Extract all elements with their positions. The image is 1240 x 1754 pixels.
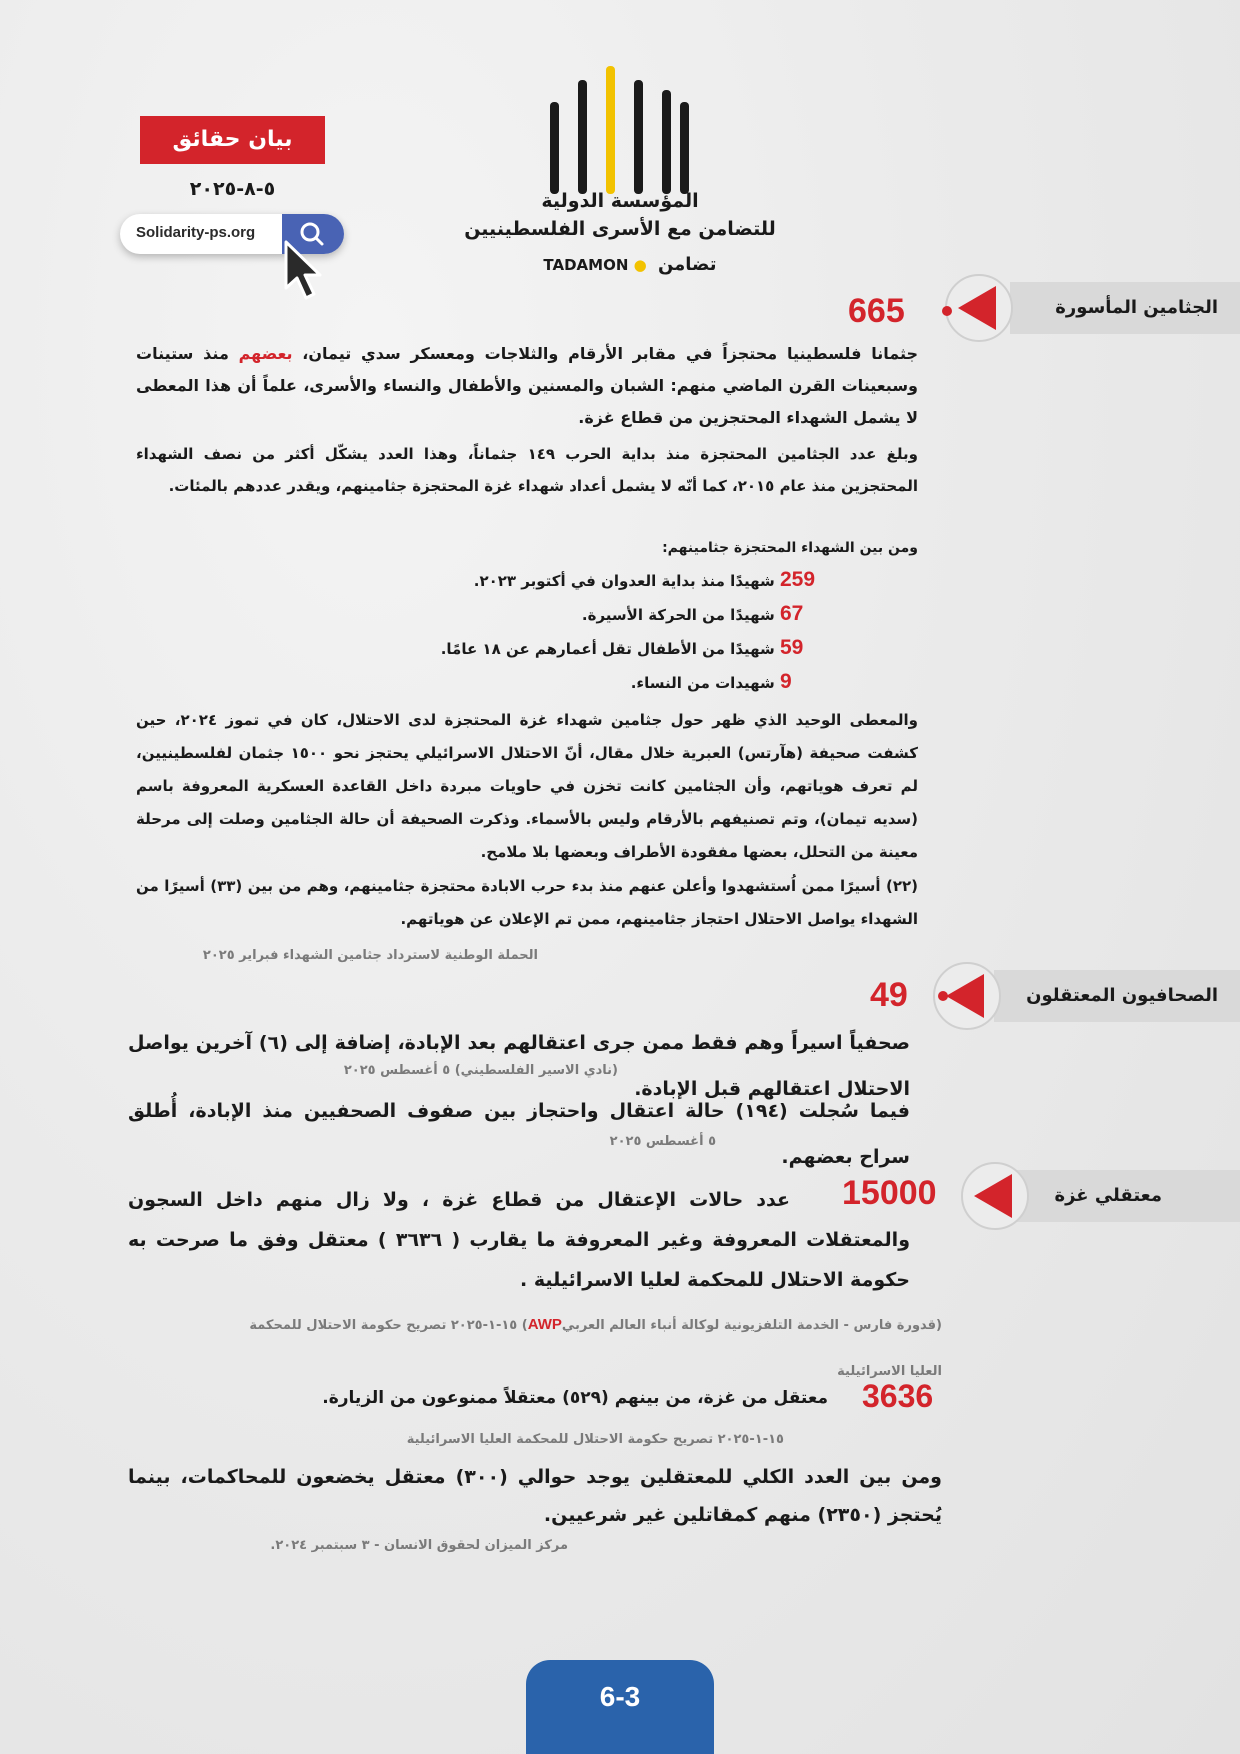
list-item xyxy=(474,568,838,592)
bodies-paragraph-2: وبلغ عدد الجثامين المحتجزة منذ بداية الحرب ١٤٩ جثماناً، وهذا العدد يشكّل أكثر من نصف الشهداء المحتجزين منذ عام ٢٠١٥، كما أنّه لا يشمل أعداد شهداء غزة المحتجزة جثامينهم، ويقدر عددهم بالمئات. xyxy=(136,445,918,495)
bullet-dot-icon xyxy=(942,306,952,316)
list-item xyxy=(441,636,838,660)
source-note: ٥ أغسطس ٢٠٢٥ xyxy=(609,1134,716,1149)
brand-dot-icon: ● xyxy=(633,256,647,274)
p1-text: جثمانا فلسطينيا محتجزاً في مقابر الأرقام والثلاجات ومعسكر سدي تيمان، xyxy=(292,344,919,363)
source-note xyxy=(128,1302,942,1395)
bodies-paragraph-3: والمعطى الوحيد الذي ظهر حول جثامين شهداء غزة المحتجزة لدى الاحتلال، كان في تموز ٢٠٢٤، حين كشفت صحيفة (هآرتس) العبرية خلال مقال، أنّ الاحتلال الاسرائيلي يحتجز نحو ١٥٠٠ جثمان لفلسطينيين، لم تعرف هوياتهم، وأن الجثامين كانت تخزن في حاويات مبردة داخل القاعدة العسكرية المعروفة باسم (سديه تيمان)، وتم تصنيفهم بالأرقام وليس بالأسماء. وذكرت الصحيفة أن حالة الجثامين وصلت إلى مرحلة معينة من التحلل، بعضها مفقودة الأطراف وبعضها بلا ملامح. xyxy=(136,711,918,861)
list-item-number: 9 xyxy=(780,670,792,693)
fact-sheet-badge: بيان حقائق xyxy=(140,116,325,164)
source-awp: AWP xyxy=(527,1316,562,1333)
org-name-line1: المؤسسة الدولية xyxy=(541,190,699,212)
mouse-cursor-icon xyxy=(282,240,326,302)
detainees-remaining-count: 3636 xyxy=(862,1378,934,1414)
gaza-detainees-count: 15000 xyxy=(842,1174,937,1212)
journalists-paragraph-2: فيما سُجلت (١٩٤) حالة اعتقال واحتجاز بين صفوف الصحفيين منذ الإبادة، أُطلق سراح بعضهم. xyxy=(128,1100,910,1168)
section-tab-label: معتقلي غزة xyxy=(1054,1185,1162,1206)
bodies-paragraph-1 xyxy=(136,338,918,434)
section-tab-gaza-detainees xyxy=(1000,1170,1240,1222)
source-text-line2: العليا الاسرائيلية xyxy=(837,1364,942,1379)
journalists-paragraph-1: صحفياً اسيراً وهم فقط ممن جرى اعتقالهم بعد الإبادة، إضافة إلى (٦) آخرين يواصل الاحتلال اعتقالهم قبل الإبادة. xyxy=(128,1032,910,1100)
brand xyxy=(540,254,720,275)
tab-arrow-icon xyxy=(944,273,1014,343)
section-tab-label: الصحافيون المعتقلون xyxy=(1026,985,1218,1006)
section-tab-label: الجثامين المأسورة xyxy=(1055,297,1218,318)
website-url[interactable]: Solidarity-ps.org xyxy=(136,224,256,241)
brand-en: TADAMON xyxy=(543,256,629,274)
source-text: (قدورة فارس - الخدمة التلفزيونية لوكالة أنباء العالم العربي xyxy=(561,1318,942,1333)
list-item-number: 259 xyxy=(780,568,816,591)
bullet-dot-icon xyxy=(938,991,948,1001)
page-number: 6-3 xyxy=(526,1660,714,1754)
source-note: مركز الميزان لحقوق الانسان - ٣ سبتمبر ٢٠٢٤. xyxy=(270,1538,568,1553)
org-name-line2: للتضامن مع الأسرى الفلسطينيين xyxy=(464,218,776,240)
source-note: (نادي الاسير الفلسطيني) ٥ أغسطس ٢٠٢٥ xyxy=(343,1063,618,1078)
list-item-number: 59 xyxy=(780,636,804,659)
list-item-text: شهيدًا من الأطفال تقل أعمارهم عن ١٨ عامًا. xyxy=(440,640,775,658)
date-label: ٥-٨-٢٠٢٥ xyxy=(189,178,276,200)
section-tab-journalists xyxy=(994,970,1240,1022)
source-text-end: ) ١٥-١-٢٠٢٥ تصريح حكومة الاحتلال للمحكمة xyxy=(249,1318,528,1333)
bodies-paragraph-4: (٢٢) أسيرًا ممن اُستشهدوا وأعلن عنهم منذ بدء حرب الابادة محتجزة جثامينهم، وهم من بين (٣٣) أسيرًا من الشهداء يواصل الاحتلال احتجاز جثامينهم، ممن تم الإعلان عن هوياتهم. xyxy=(136,877,918,928)
p1-highlight: بعضهم xyxy=(238,344,293,363)
tab-arrow-icon xyxy=(960,1161,1030,1231)
gaza-paragraph-1 xyxy=(128,1180,910,1300)
list-item-text: شهيدًا من الحركة الأسيرة. xyxy=(581,606,775,624)
journalists-count: 49 xyxy=(870,976,908,1014)
gaza-p1-text: عدد حالات الإعتقال من قطاع غزة ، ولا زال منهم داخل السجون والمعتقلات المعروفة وغير المعروفة ما يقارب ( ٣٦٣٦ ) معتقل وفق ما صرحت به حكومة الاحتلال للمحكمة لعليا الاسرائيلية . xyxy=(128,1189,911,1291)
list-item xyxy=(631,670,838,694)
p1-text-end: منذ ستينات وسبعينات القرن الماضي منهم: الشبان والمسنين والأطفال والنساء والأسرى، علماً أن هذا المعطى لا يشمل الشهداء المحتجزين من قطاع غزة. xyxy=(136,344,918,427)
logo-bars-icon xyxy=(548,66,692,198)
gaza-paragraph-2: معتقل من غزة، من بينهم (٥٢٩) معتقلاً ممنوعون من الزيارة. xyxy=(322,1388,828,1408)
gaza-paragraph-3: ومن بين العدد الكلي للمعتقلين يوجد حوالي (٣٠٠) معتقل يخضعون للمحاكمات، بينما يُحتجز (٢٣٥٠) منهم كمقاتلين غير شرعيين. xyxy=(128,1466,942,1526)
list-item xyxy=(582,602,838,626)
list-item-number: 67 xyxy=(780,602,804,625)
list-item-text: شهيدات من النساء. xyxy=(630,674,775,692)
bodies-count: 665 xyxy=(848,292,905,330)
list-item-text: شهيدًا منذ بداية العدوان في أكتوبر ٢٠٢٣. xyxy=(473,572,775,590)
section-tab-bodies xyxy=(1010,282,1240,334)
source-note: ١٥-١-٢٠٢٥ تصريح حكومة الاحتلال للمحكمة العليا الاسرائيلية xyxy=(406,1432,784,1447)
list-intro: ومن بين الشهداء المحتجزة جثامينهم: xyxy=(662,540,918,556)
brand-ar: تضامن xyxy=(657,254,717,275)
source-note: الحملة الوطنية لاسترداد جثامين الشهداء فبراير ٢٠٢٥ xyxy=(202,948,538,963)
